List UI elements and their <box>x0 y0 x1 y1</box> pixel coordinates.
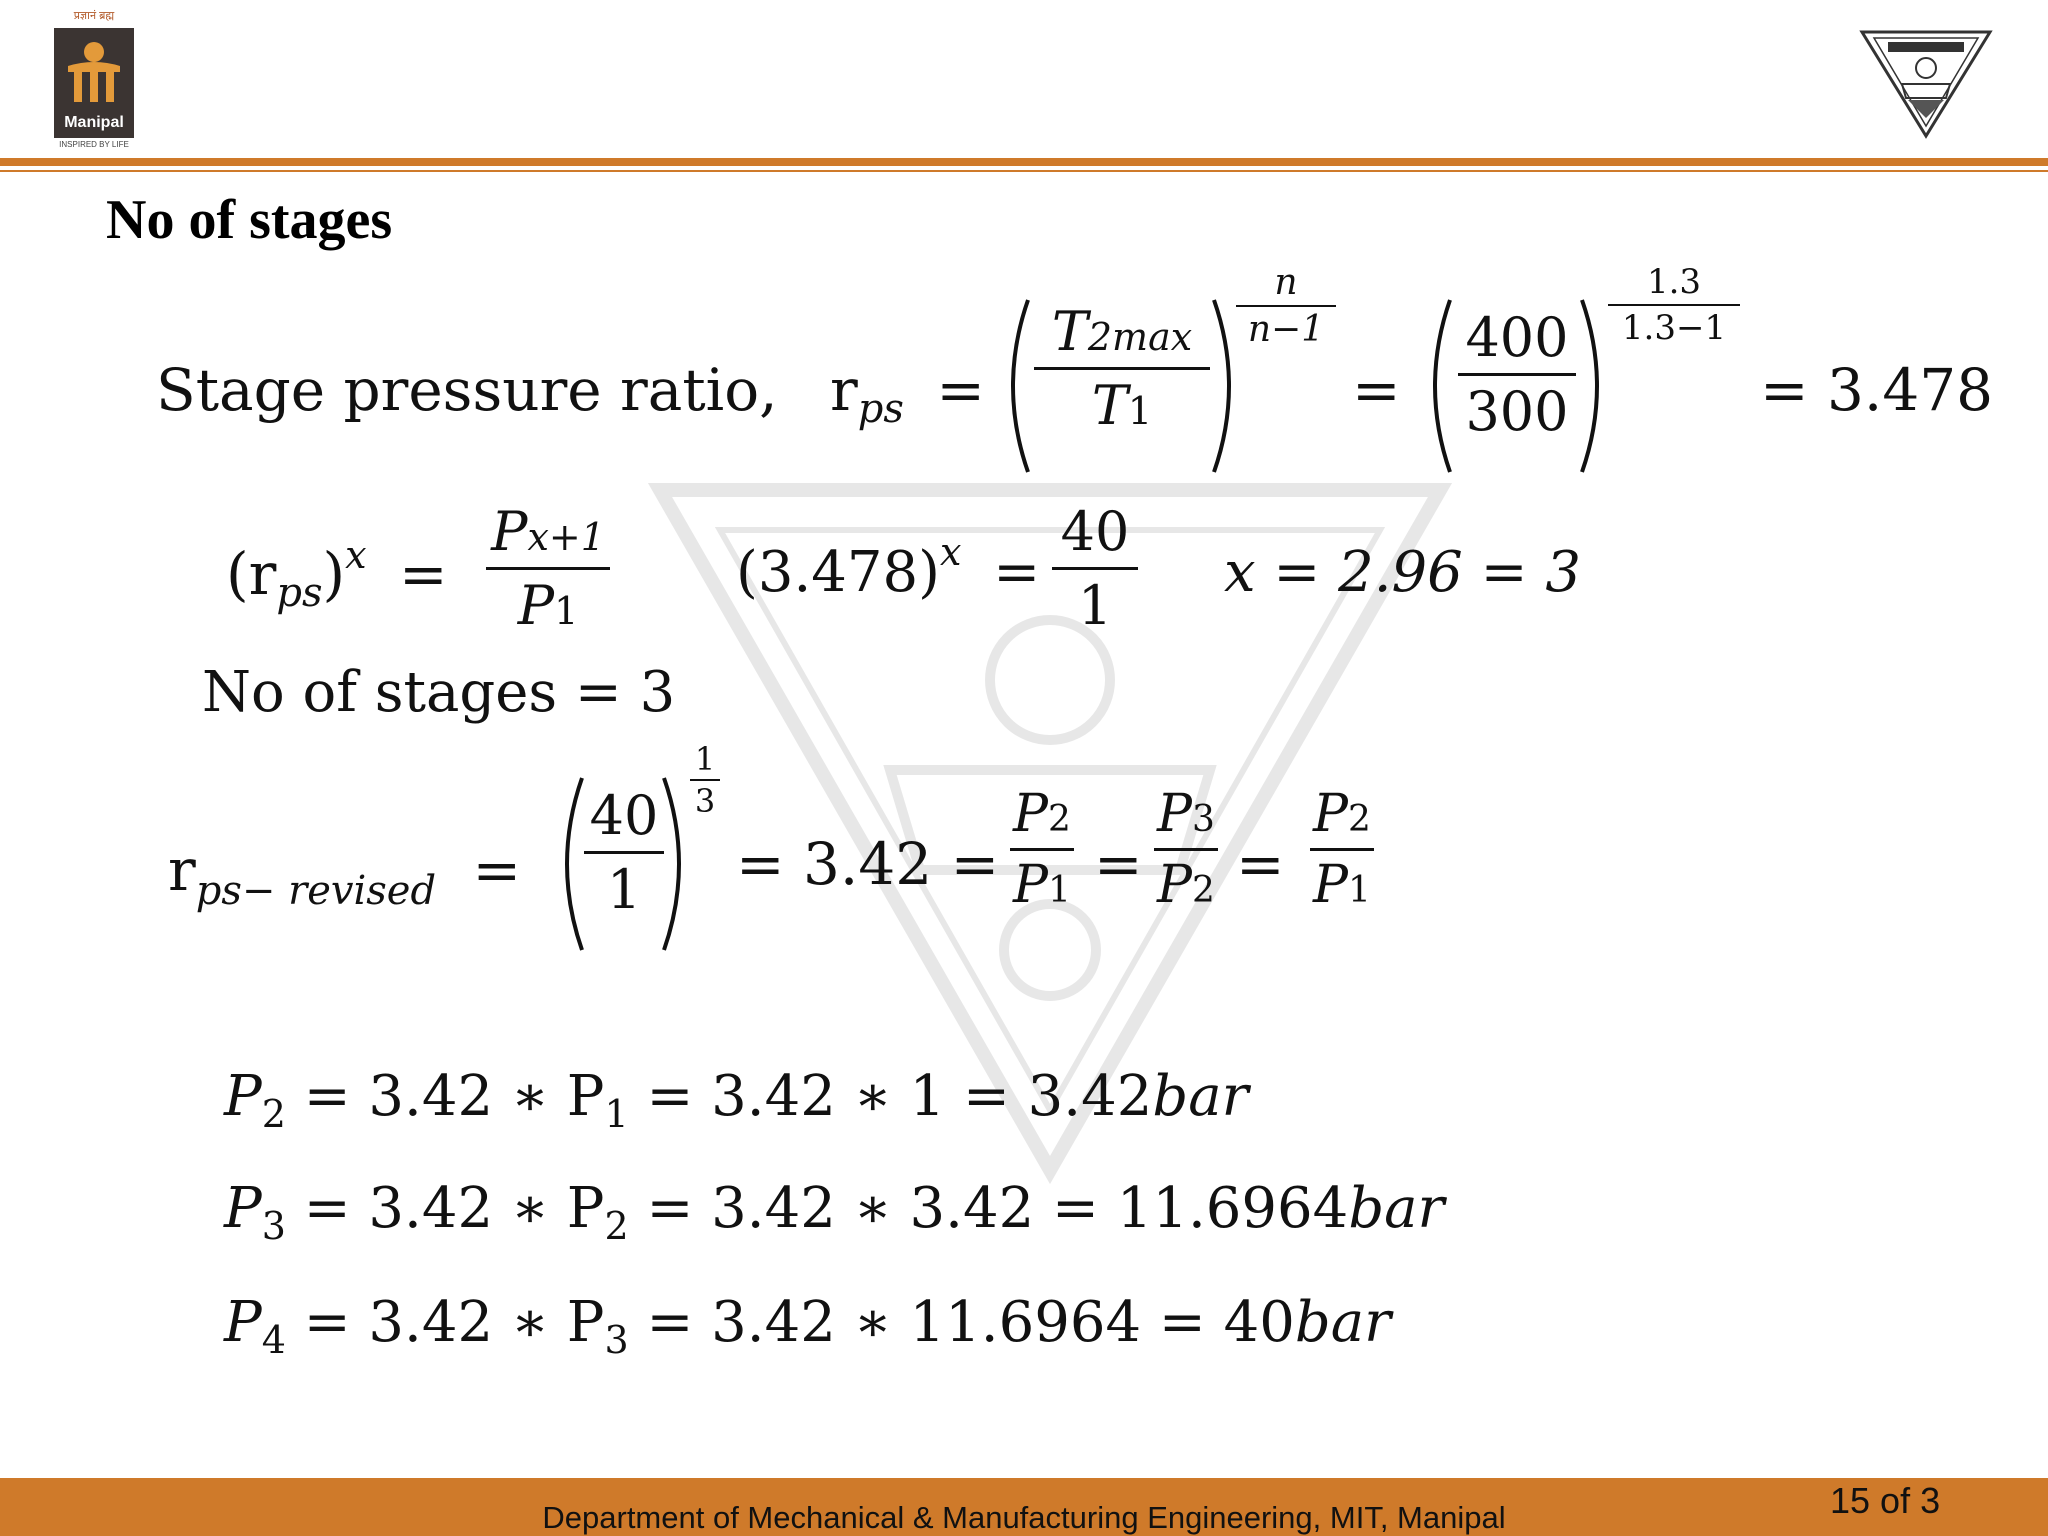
pillar-icon <box>54 32 134 112</box>
eq4-lhs: $r_{ps- revised}$ = <box>168 836 522 914</box>
eq5-p2: $P_2 = 3.42$ ∗ $P_1 = 3.42$ ∗ 1 = 3.42bar <box>224 1064 1249 1136</box>
eq6-p3: $P_3 = 3.42$ ∗ $P_2 = 3.42$ ∗ 3.42 = 11.6964bar <box>224 1176 1445 1248</box>
eq1-exponent: n n−1 <box>1236 262 1336 350</box>
logo-emblem <box>54 28 134 138</box>
eq7-p4: $P_4 = 3.42$ ∗ $P_3 = 3.42$ ∗ 11.6964 = 40bar <box>224 1290 1391 1362</box>
eq1-label: Stage pressure ratio, <box>156 356 778 424</box>
eq1-value-exponent: 1.3 1.3−1 <box>1608 262 1740 348</box>
eq2-b-fraction: 40 1 <box>1052 500 1138 637</box>
eq1-val-left-paren-icon <box>1416 296 1456 476</box>
eq1-result: = 3.478 <box>1760 356 1994 424</box>
eq4-eq-b: = <box>1236 830 1285 898</box>
eq2-a-fraction: Px+1 P1 <box>486 500 610 637</box>
eq4-ratio-1: P2 P1 <box>1010 784 1074 915</box>
logo-word: Manipal <box>64 114 124 131</box>
logo-tagline: INSPIRED BY LIFE <box>59 140 129 149</box>
eq2-c: x = 2.96 = 3 <box>1224 540 1581 605</box>
page-number: 15 of 3 <box>1830 1480 1941 1521</box>
eq1-equals: = <box>1352 356 1401 424</box>
footer-department: Department of Mechanical & Manufacturing Engineering, MIT, Manipal <box>542 1500 1506 1535</box>
eq1-fraction: T2max T1 <box>1034 300 1210 437</box>
eq2-lhs: $(r_{ps})^x$ = <box>226 533 448 616</box>
eq4-eq-a: = <box>1094 830 1143 898</box>
eq4-mid: = 3.42 = <box>736 830 1000 898</box>
eq1-left-paren-icon <box>994 296 1034 476</box>
logo-motto: प्रज्ञानं ब्रह्म <box>73 10 115 22</box>
eq1-value-fraction: 400 300 <box>1458 306 1576 443</box>
eq3-stages: No of stages = 3 <box>202 660 676 725</box>
manipal-logo <box>52 8 136 148</box>
mit-seal-icon <box>1858 18 1994 140</box>
eq4-fraction: 40 1 <box>584 784 664 921</box>
eq4-ratio-3: P2 P1 <box>1310 784 1374 915</box>
header-divider-thin <box>0 170 2048 172</box>
eq4-ratio-2: P3 P2 <box>1154 784 1218 915</box>
eq2-b-lhs: $(3.478)^x$ = <box>736 530 1041 605</box>
eq1-rps: $r_{ps}$ = <box>830 356 985 432</box>
slide-title: No of stages <box>106 189 393 251</box>
eq4-left-paren-icon <box>548 774 588 954</box>
eq4-exponent: 1 3 <box>690 740 720 820</box>
header-divider <box>0 158 2048 166</box>
